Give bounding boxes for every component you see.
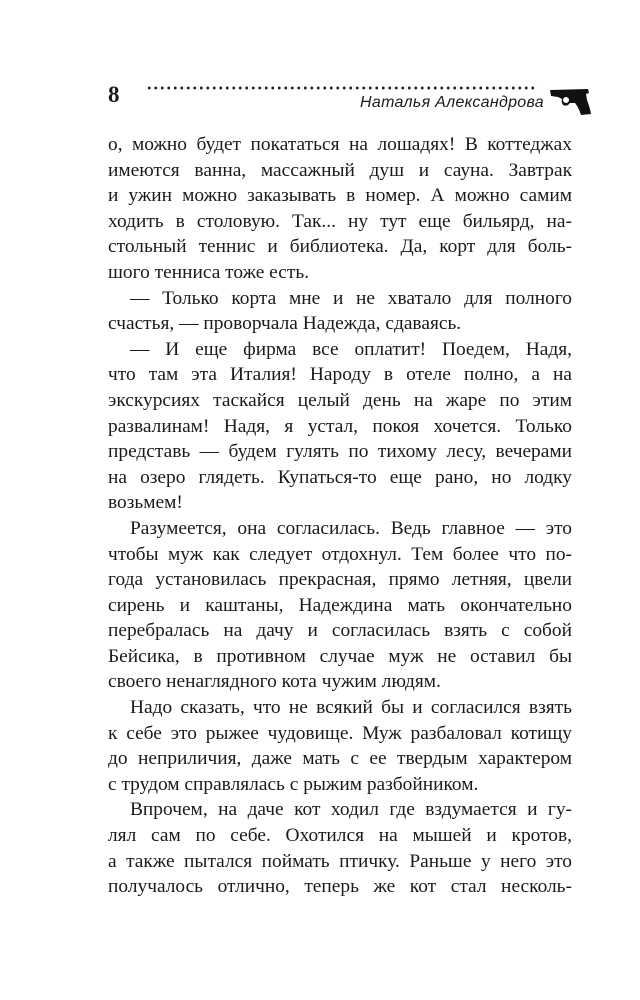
text-line: чтобы муж как следует отдохнул. Тем более что по- — [108, 543, 572, 565]
text-line: что там эта Италия! Народу в отеле полно, а на — [108, 364, 572, 386]
paragraph — [108, 516, 572, 695]
text-line: а также пытался поймать птичку. Раньше у него это — [108, 850, 572, 872]
revolver-icon — [548, 86, 592, 116]
text-line: к себе это рыжее чудовище. Муж разбаловал котищу — [108, 722, 572, 744]
running-head-author: Наталья Александрова — [360, 94, 544, 111]
text-line: до неприличия, даже мать с ее твердым характером — [108, 748, 572, 770]
text-line: лял сам по себе. Охотился на мышей и кротов, — [108, 825, 572, 847]
paragraph — [108, 797, 572, 899]
paragraph — [108, 132, 572, 286]
text-line: на озеро глядеть. Купаться-то еще рано, но лодку — [108, 466, 572, 488]
page-number: 8 — [108, 82, 120, 107]
text-line: с трудом справлялась с рыжим разбойником. — [108, 773, 479, 795]
body-text — [108, 132, 572, 900]
text-line: Надо сказать, что не всякий бы и согласился взять — [130, 697, 572, 719]
text-line: ходить в столовую. Так... ну тут еще бильярд, на- — [108, 210, 572, 232]
dotted-rule — [146, 86, 538, 90]
text-line: счастья, — проворчала Надежда, сдаваясь. — [108, 313, 462, 335]
paragraph — [108, 695, 572, 797]
text-line: экскурсиях таскайся целый день на жаре по этим — [108, 389, 572, 411]
text-line: стольный теннис и библиотека. Да, корт для боль- — [108, 236, 572, 258]
text-line: — Только корта мне и не хватало для полного — [130, 287, 572, 309]
text-line: Бейсика, в противном случае муж не оставил бы — [108, 645, 572, 667]
text-line: перебралась на дачу и согласилась взять с собой — [108, 620, 572, 642]
text-line: шого тенниса тоже есть. — [108, 261, 310, 283]
text-line: своего ненаглядного кота чужим людям. — [108, 671, 441, 693]
text-line: возьмем! — [108, 492, 183, 514]
text-line: Впрочем, на даче кот ходил где вздумается и гу- — [130, 799, 572, 821]
text-line: имеются ванна, массажный душ и сауна. Завтрак — [108, 159, 572, 181]
text-line: — И еще фирма все оплатит! Поедем, Надя, — [130, 338, 572, 360]
text-line: года установилась прекрасная, прямо летняя, цвели — [108, 569, 572, 591]
text-line: о, можно будет покататься на лошадях! В коттеджах — [108, 134, 572, 155]
text-line: развалинам! Надя, я устал, покоя хочется. Только — [108, 415, 572, 437]
paragraph — [108, 286, 572, 337]
text-line: и ужин можно заказывать в номер. А можно самим — [108, 185, 572, 207]
text-line: представь — будем гулять по тихому лесу, вечерами — [108, 441, 572, 463]
paragraph — [108, 337, 572, 516]
text-line: получалось отлично, теперь же кот стал несколь- — [108, 876, 572, 898]
text-line: сирень и каштаны, Надеждина мать окончательно — [108, 594, 572, 616]
text-line: Разумеется, она согласилась. Ведь главное — это — [130, 517, 572, 539]
